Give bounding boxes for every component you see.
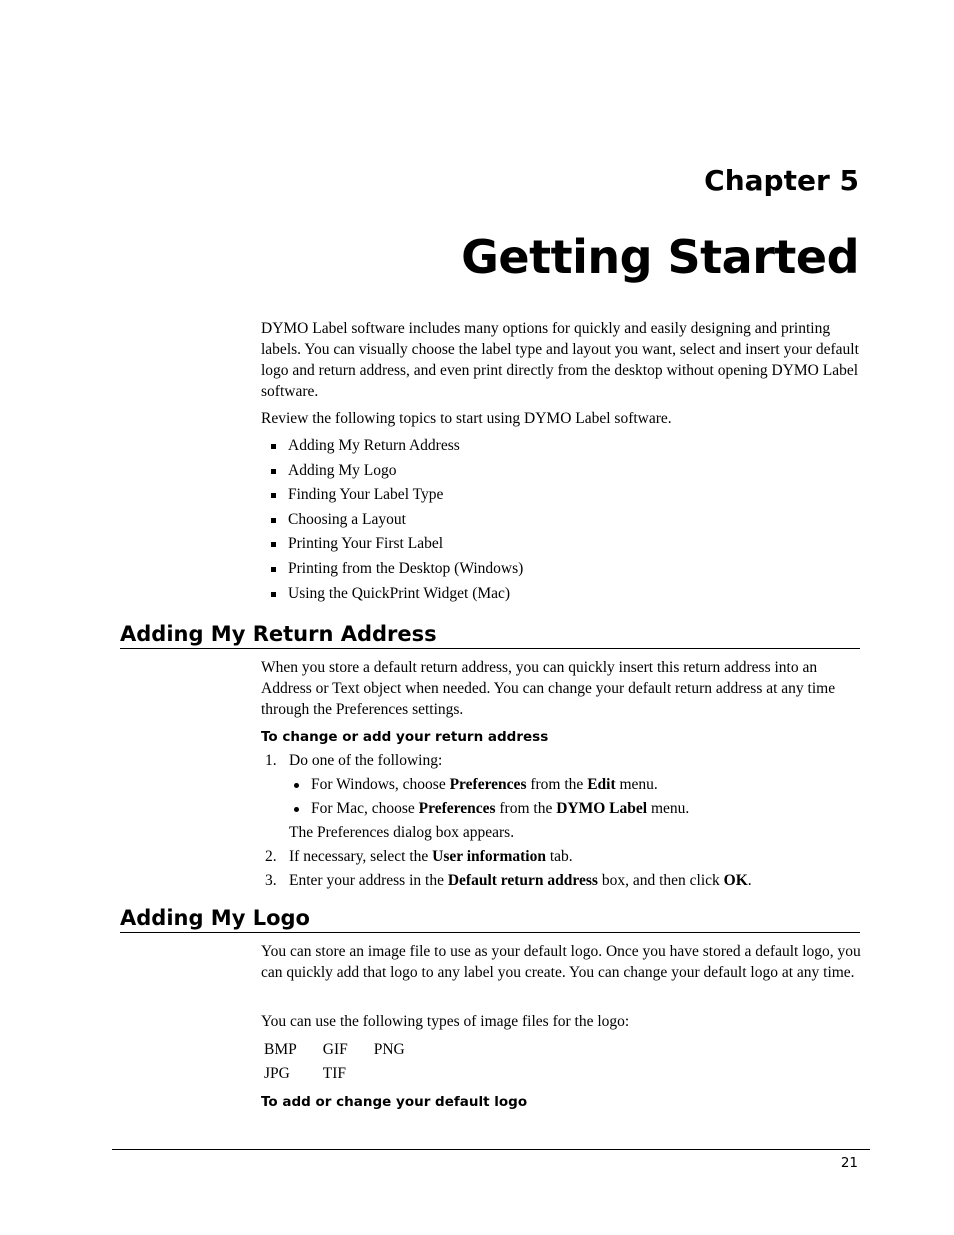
step-text: Do one of the following: xyxy=(289,752,443,769)
page-number: 21 xyxy=(840,1155,858,1171)
square-bullet-icon xyxy=(271,518,276,523)
section-heading-logo: Adding My Logo xyxy=(120,906,860,933)
list-item: Printing from the Desktop (Windows) xyxy=(268,557,868,582)
square-bullet-icon xyxy=(271,444,276,449)
square-bullet-icon xyxy=(271,542,276,547)
list-item: Choosing a Layout xyxy=(268,508,868,533)
list-item: Adding My Return Address xyxy=(268,434,868,459)
list-item: For Mac, choose Preferences from the DYMO Label menu. xyxy=(289,797,863,821)
list-item: Finding Your Label Type xyxy=(268,483,868,508)
table-row xyxy=(264,1062,431,1086)
logo-paragraph-2: You can use the following types of image files for the logo: xyxy=(261,1013,630,1030)
step-item: 2. If necessary, select the User information tab. xyxy=(263,845,863,869)
return-address-paragraph: When you store a default return address, you can quickly insert this return address into an Address or Text object when needed. You can change your default return address at any time through the Preferences settings. xyxy=(261,659,836,718)
table-cell: GIF xyxy=(322,1041,348,1058)
list-item: For Windows, choose Preferences from the Edit menu. xyxy=(289,773,863,797)
step-result: The Preferences dialog box appears. xyxy=(289,824,515,841)
list-item: Using the QuickPrint Widget (Mac) xyxy=(268,582,868,607)
chapter-label: Chapter 5 xyxy=(704,164,859,197)
procedure-heading: To change or add your return address xyxy=(261,729,549,745)
chapter-title: Getting Started xyxy=(461,230,859,284)
square-bullet-icon xyxy=(271,469,276,474)
list-item: Adding My Logo xyxy=(268,459,868,484)
logo-paragraph: You can store an image file to use as your default logo. Once you have stored a default logo, you can quickly add that logo to any label you create. You can change your default logo at any time. xyxy=(261,943,861,981)
procedure-heading-logo: To add or change your default logo xyxy=(261,1094,528,1110)
table-cell: TIF xyxy=(322,1065,346,1082)
round-bullet-icon xyxy=(294,807,299,812)
list-item: Printing Your First Label xyxy=(268,532,868,557)
intro-paragraph: DYMO Label software includes many options for quickly and easily designing and printing labels. You can visually choose the label type and layout you want, select and insert your default logo and return address, and even print directly from the desktop without opening DYMO Label software. xyxy=(261,320,859,400)
table-cell: JPG xyxy=(264,1065,290,1082)
step-number: 3. xyxy=(265,872,277,889)
step-number: 1. xyxy=(265,752,277,769)
square-bullet-icon xyxy=(271,493,276,498)
table-cell: PNG xyxy=(373,1041,405,1058)
step-number: 2. xyxy=(265,848,277,865)
intro-paragraph-2: Review the following topics to start using DYMO Label software. xyxy=(261,410,672,427)
table-cell: BMP xyxy=(264,1041,297,1058)
step-item xyxy=(263,749,863,845)
square-bullet-icon xyxy=(271,567,276,572)
file-types-table xyxy=(264,1038,431,1086)
square-bullet-icon xyxy=(271,592,276,597)
table-row xyxy=(264,1038,431,1062)
procedure-steps xyxy=(263,749,863,893)
step-item: 3. Enter your address in the Default return address box, and then click OK. xyxy=(263,869,863,893)
sub-bullet-list xyxy=(289,773,863,821)
round-bullet-icon xyxy=(294,783,299,788)
footer-divider xyxy=(112,1149,870,1150)
table-cell xyxy=(374,1062,431,1086)
topics-list xyxy=(268,434,868,606)
section-heading-return-address: Adding My Return Address xyxy=(120,622,860,649)
